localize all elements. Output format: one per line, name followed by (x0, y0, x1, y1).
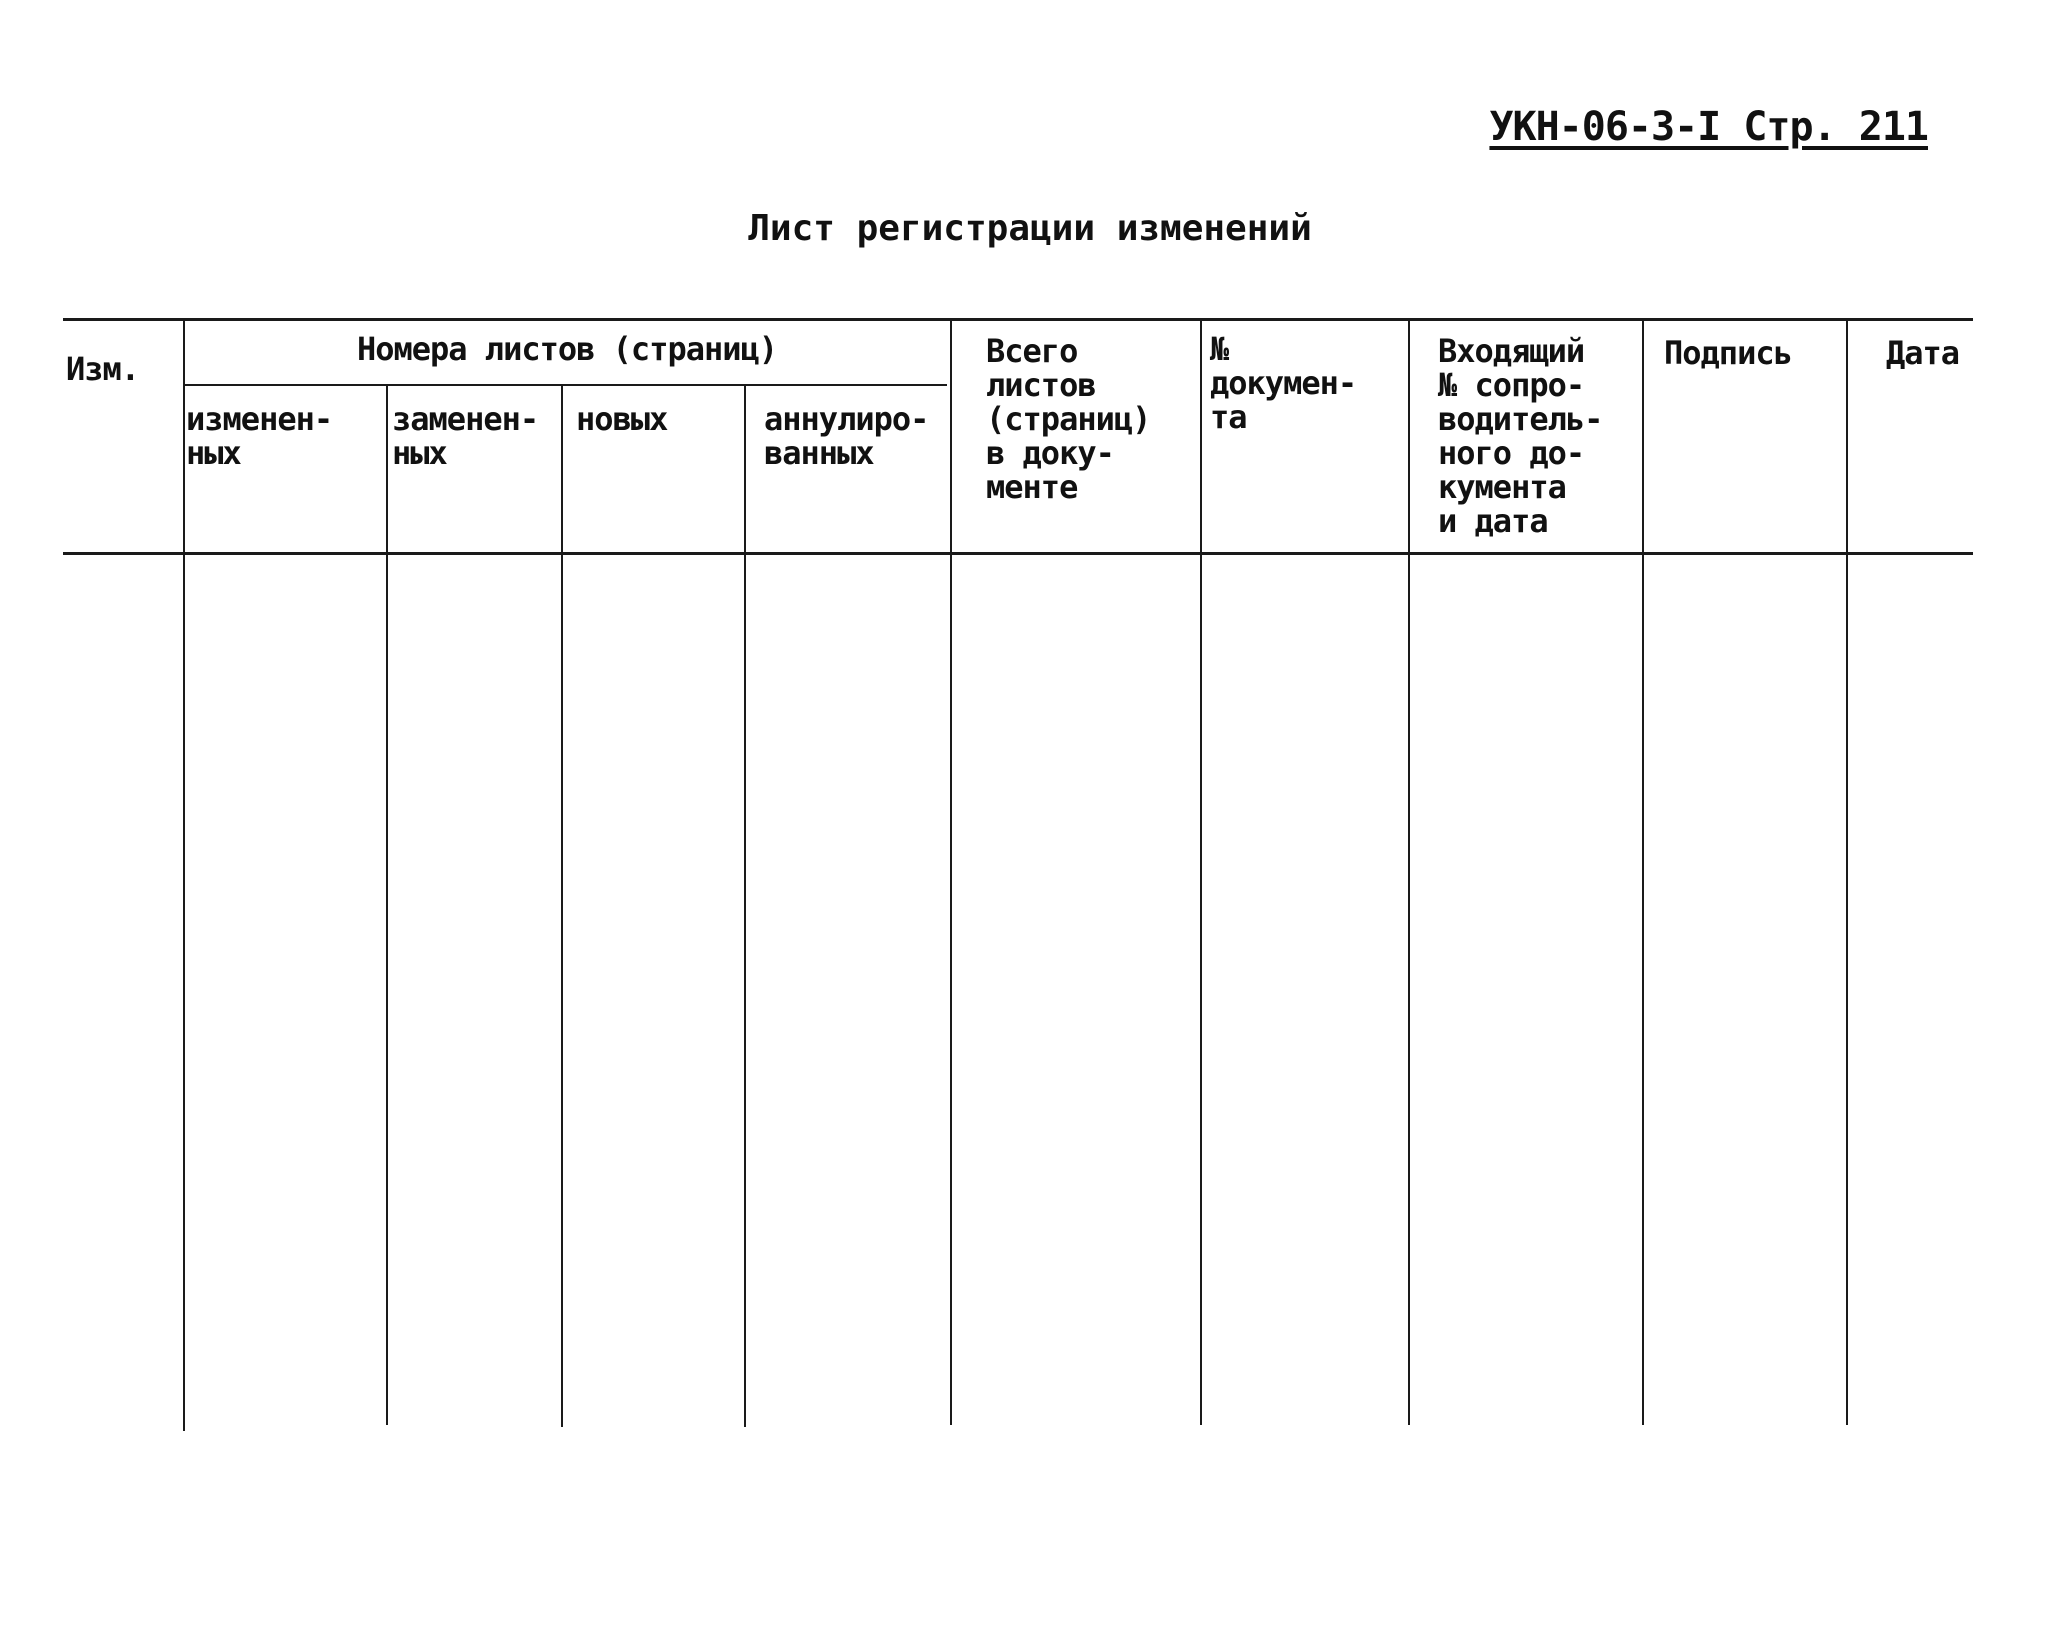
column-divider (744, 386, 746, 1427)
column-divider (386, 386, 388, 1425)
header-date: Дата (1886, 334, 1960, 372)
column-divider (183, 320, 185, 1431)
page-title: Лист регистрации изменений (748, 208, 1312, 249)
header-total-sheets: Всего листов (страниц) в доку- менте (986, 332, 1151, 506)
header-bottom-rule (63, 552, 1973, 555)
header-replaced-sheets: заменен- ных (392, 400, 539, 472)
header-change-number: Изм. (66, 350, 140, 388)
column-divider (1642, 320, 1644, 1425)
group-header-rule (185, 384, 947, 386)
header-changed-sheets: изменен- ных (186, 400, 333, 472)
table-top-rule (63, 318, 1973, 321)
document-reference: УКН-06-3-I Стр. 211 (1489, 104, 1928, 150)
column-divider (1408, 320, 1410, 1425)
column-divider (950, 320, 952, 1425)
column-divider (561, 386, 563, 1427)
header-signature: Подпись (1664, 334, 1792, 372)
column-divider (1200, 320, 1202, 1425)
header-annulled-sheets: аннулиро- ванных (764, 400, 929, 472)
header-new-sheets: новых (576, 400, 668, 438)
header-sheet-numbers-group: Номера листов (страниц) (356, 330, 778, 368)
header-incoming-document: Входящий № сопро- водитель- ного до- кумента и дата (1438, 332, 1603, 540)
column-divider (1846, 320, 1848, 1425)
header-document-number: № докумен- та (1210, 330, 1357, 436)
